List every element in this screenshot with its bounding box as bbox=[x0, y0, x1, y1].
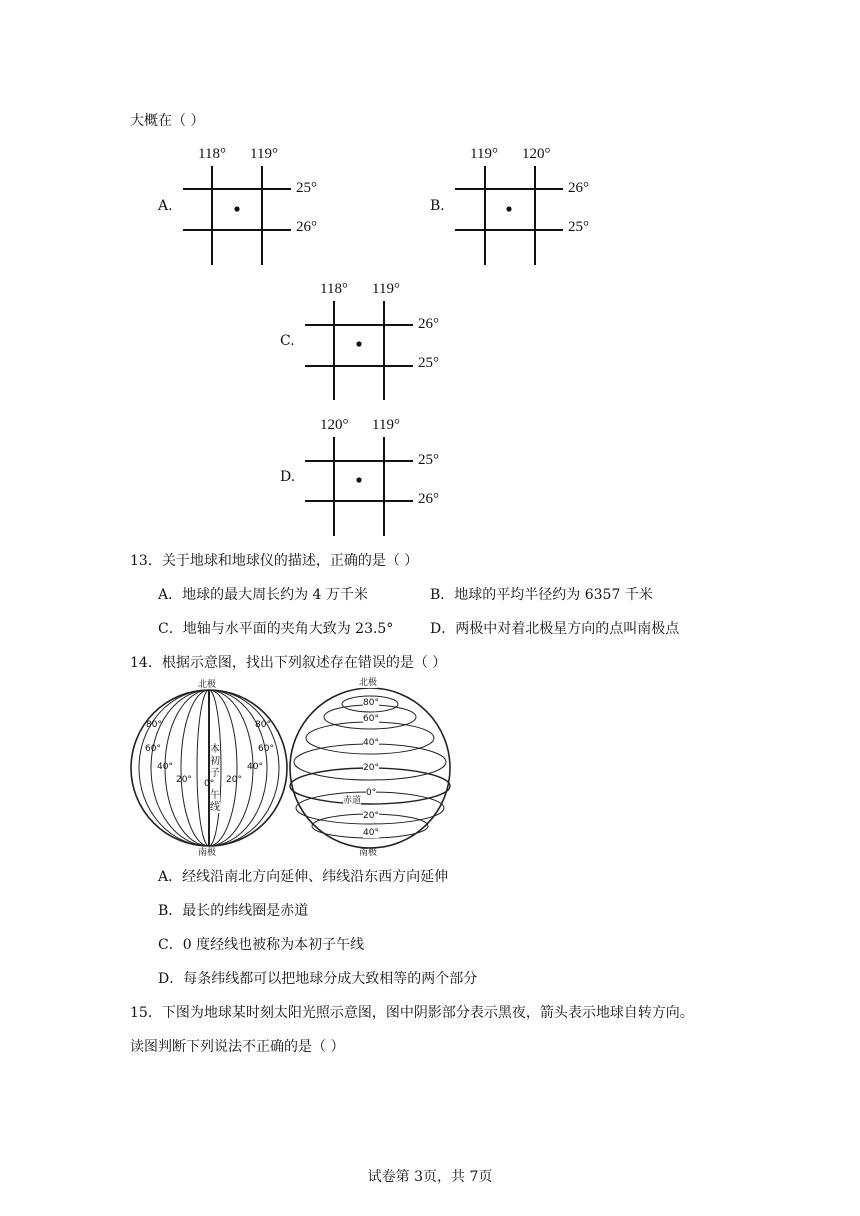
right-deg-n60: 60° bbox=[363, 714, 379, 724]
left-deg-r-80: 80° bbox=[255, 720, 271, 730]
page-footer: 试卷第 3页，共 7页 bbox=[367, 1169, 493, 1185]
right-south-label: 南极 bbox=[359, 848, 378, 858]
grid-a-letter: A. bbox=[158, 198, 173, 214]
right-deg-s20: 20° bbox=[363, 811, 379, 821]
grid-d-right-lower: 26° bbox=[418, 491, 439, 507]
grid-d-top-left: 120° bbox=[320, 417, 349, 433]
left-deg-r-60: 60° bbox=[258, 744, 274, 754]
right-deg-s40: 40° bbox=[363, 828, 379, 838]
q13-option-c[interactable]: C．地轴与水平面的夹角大致为 23.5° bbox=[158, 621, 394, 637]
q14-option-d[interactable]: D．每条纬线都可以把地球分成大致相等的两个部分 bbox=[158, 971, 478, 987]
right-deg-n80: 80° bbox=[363, 698, 379, 708]
grid-c-right-upper: 26° bbox=[418, 316, 439, 332]
q14-stem: 14．根据示意图，找出下列叙述存在错误的是（ ） bbox=[130, 655, 447, 671]
q14-option-b[interactable]: B．最长的纬线圈是赤道 bbox=[158, 903, 309, 919]
grid-c-top-right: 119° bbox=[372, 281, 400, 297]
q14-option-a[interactable]: A．经线沿南北方向延伸、纬线沿东西方向延伸 bbox=[158, 869, 449, 885]
grid-d-top-right: 119° bbox=[372, 417, 400, 433]
prime-meridian-char-3: 子 bbox=[210, 768, 220, 779]
right-equator-label: 赤道 bbox=[343, 796, 362, 806]
intro-text: 大概在（ ） bbox=[130, 113, 205, 129]
grid-b-top-right: 120° bbox=[522, 146, 551, 162]
left-zero: 0° bbox=[204, 779, 215, 789]
grid-c-top-left: 118° bbox=[320, 281, 348, 297]
grid-b-top-left: 119° bbox=[470, 146, 498, 162]
grid-c-right-lower: 25° bbox=[418, 355, 439, 371]
q13-stem: 13．关于地球和地球仪的描述，正确的是（ ） bbox=[130, 553, 419, 569]
left-deg-l-80: 80° bbox=[146, 720, 162, 730]
q13-option-d[interactable]: D．两极中对着北极星方向的点叫南极点 bbox=[430, 621, 680, 637]
left-south-label: 南极 bbox=[198, 848, 217, 858]
grid-a-top-left: 118° bbox=[198, 146, 226, 162]
q13-option-a[interactable]: A．地球的最大周长约为 4 万千米 bbox=[158, 587, 368, 603]
q15-stem-line2: 读图判断下列说法不正确的是（ ） bbox=[130, 1039, 345, 1055]
left-north-label: 北极 bbox=[198, 680, 217, 690]
grid-b-right-upper: 26° bbox=[568, 180, 589, 196]
right-deg-n40: 40° bbox=[363, 738, 379, 748]
left-deg-r-20: 20° bbox=[226, 775, 242, 785]
left-deg-r-40: 40° bbox=[247, 762, 263, 772]
left-deg-l-40: 40° bbox=[157, 762, 173, 772]
prime-meridian-char-5: 线 bbox=[210, 802, 220, 813]
grid-b-right-lower: 25° bbox=[568, 219, 589, 235]
prime-meridian-char-1: 本 bbox=[210, 744, 220, 755]
grid-d-right-upper: 25° bbox=[418, 452, 439, 468]
q15-stem-line1: 15．下图为地球某时刻太阳光照示意图，图中阴影部分表示黑夜，箭头表示地球自转方向。 bbox=[130, 1005, 694, 1021]
prime-meridian-char-2: 初 bbox=[210, 756, 220, 767]
q13-option-b[interactable]: B．地球的平均半径约为 6357 千米 bbox=[430, 587, 653, 603]
prime-meridian-char-4: 午 bbox=[210, 790, 220, 801]
left-deg-l-60: 60° bbox=[145, 744, 161, 754]
right-deg-n20: 20° bbox=[363, 763, 379, 773]
right-north-label: 北极 bbox=[359, 678, 378, 688]
grid-a-top-right: 119° bbox=[250, 146, 278, 162]
grid-b-letter: B. bbox=[430, 198, 445, 214]
left-deg-l-20: 20° bbox=[176, 775, 192, 785]
grid-a-right-lower: 26° bbox=[296, 219, 317, 235]
q14-option-c[interactable]: C．0 度经线也被称为本初子午线 bbox=[158, 937, 365, 953]
grid-a-right-upper: 25° bbox=[296, 180, 317, 196]
right-zero: 0° bbox=[366, 788, 377, 798]
grid-d-letter: D. bbox=[280, 469, 296, 485]
grid-c-letter: C. bbox=[280, 333, 295, 349]
